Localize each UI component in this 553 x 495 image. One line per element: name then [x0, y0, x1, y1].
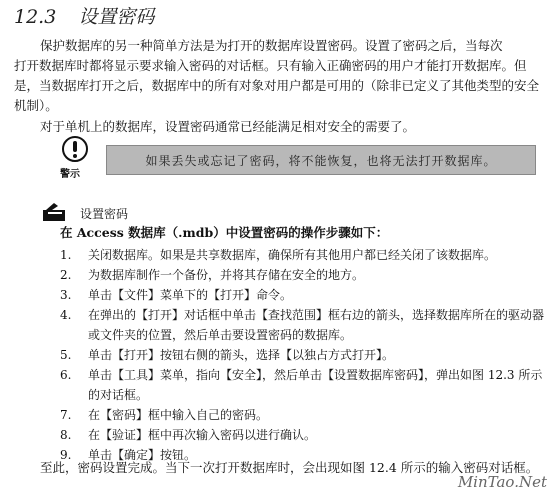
step-text: 在【验证】框中再次输入密码以进行确认。: [88, 428, 317, 442]
step-item: [60, 345, 550, 365]
step-text: 单击【确定】按钮。: [88, 448, 197, 462]
step-number: 7.: [60, 408, 72, 422]
step-item: [60, 305, 550, 345]
warning-icon: [62, 136, 88, 162]
step-number: 5.: [60, 348, 72, 362]
section-heading: [14, 2, 154, 29]
steps-title: 设置密码: [80, 207, 129, 221]
step-item: [60, 365, 550, 405]
step-number: 1.: [60, 248, 72, 262]
hand-writing-icon: [42, 202, 68, 222]
step-number: 4.: [60, 308, 72, 322]
step-text: 在弹出的【打开】对话框中单击【查找范围】框右边的箭头，选择数据库所在的驱动器或文件夹的位置，然后单击要设置密码的数据库。: [88, 308, 545, 342]
step-item: [60, 265, 550, 285]
step-text: 在【密码】框中输入自己的密码。: [88, 408, 269, 422]
section-title: 设置密码: [78, 6, 155, 28]
step-text: 为数据库制作一个备份，并将其存储在安全的地方。: [88, 268, 365, 282]
warning-box: [106, 145, 536, 175]
step-number: 8.: [60, 428, 72, 442]
step-item: [60, 285, 550, 305]
intro-line-1: 保护数据库的另一种简单方法是为打开的数据库设置密码。设置了密码之后，当每次: [40, 38, 503, 53]
warning-text: 如果丢失或忘记了密码，将不能恢复，也将无法打开数据库。: [145, 153, 497, 168]
step-text: 关闭数据库。如果是共享数据库，确保所有其他用户都已经关闭了该数据库。: [88, 248, 497, 262]
watermark: MinTao.Net: [457, 473, 547, 491]
warning-label: 警示: [60, 169, 80, 180]
step-number: 3.: [60, 288, 72, 302]
intro-paragraph-2: 对于单机上的数据库，设置密码通常已经能满足相对安全的需要了。: [40, 119, 416, 134]
step-item: [60, 405, 550, 425]
closing-paragraph: 至此，密码设置完成。当下一次打开数据库时，会出现如图 12.4 所示的输入密码对话框。: [40, 460, 539, 475]
step-item: [60, 245, 550, 265]
step-number: 9.: [60, 448, 72, 462]
step-text: 单击【打开】按钮右侧的箭头，选择【以独占方式打开】。: [88, 348, 395, 362]
steps-intro: 在 Access 数据库（.mdb）中设置密码的操作步骤如下：: [60, 225, 389, 240]
intro-line-2: 打开数据库时都将显示要求输入密码的对话框。只有输入正确密码的用户才能打开数据库。但是，当数据库打开之后，数据库中的所有对象对用户都是可用的（除非已定义了其他类型的安全机制）。: [14, 58, 540, 113]
step-item: [60, 425, 550, 445]
step-number: 6.: [60, 368, 72, 382]
step-text: 单击【工具】菜单，指向【安全】，然后单击【设置数据库密码】，弹出如图 12.3 所示的对话框。: [88, 368, 543, 402]
step-text: 单击【文件】菜单下的【打开】命令。: [88, 288, 293, 302]
intro-paragraph: [14, 36, 548, 116]
section-number: 12.3: [14, 6, 57, 28]
step-number: 2.: [60, 268, 72, 282]
steps-list: [60, 245, 550, 465]
